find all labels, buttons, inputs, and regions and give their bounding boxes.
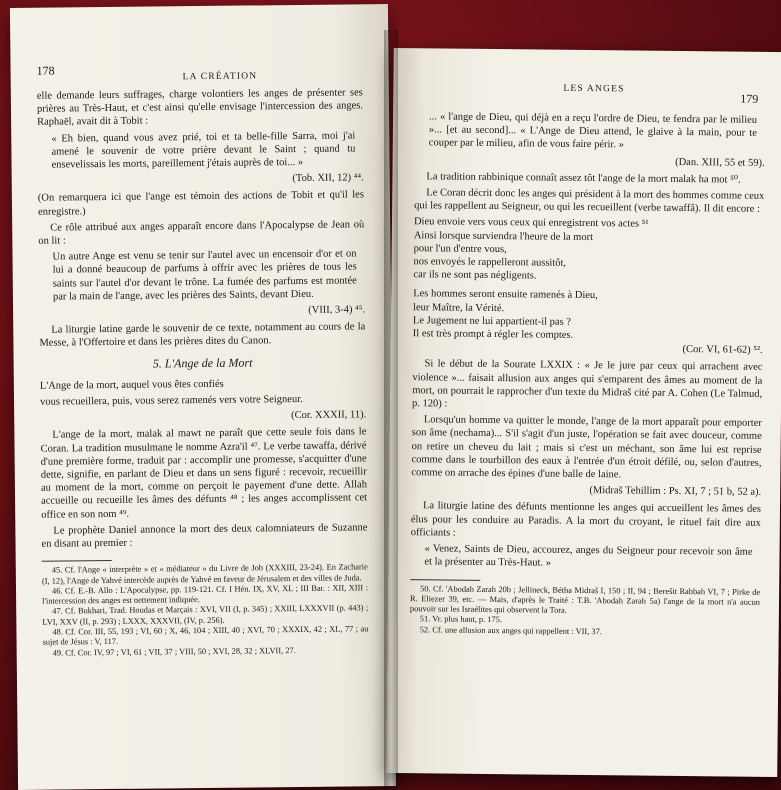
- verse-line: Le Jugement ne lui appartient-il pas ?: [412, 315, 572, 328]
- verse-line: leur Maître, la Vérité.: [413, 301, 505, 314]
- verse-line: Dieu envoie vers vous ceux qui enregistrent vos actes ⁵¹: [413, 216, 649, 231]
- verse-line: car ils ne sont pas négligents.: [413, 269, 537, 282]
- footnote: 52. Cf. une allusion aux anges qui rappellent : VII, 37.: [419, 624, 602, 636]
- left-page-text: [37, 86, 369, 658]
- paragraph: Le Coran décrit donc les anges qui président à la mort des hommes comme ceux qui les rappellent au Seigneur, ou qui les recueillent (verbe tawaffâ). Il dit encore :: [414, 187, 765, 216]
- paragraph: Ce rôle attribué aux anges apparaît encore dans l'Apocalypse de Jean où on lit :: [38, 219, 365, 247]
- paragraph: Le prophète Daniel annonce la mort des deux calomniateurs de Suzanne en disant au premier :: [41, 522, 368, 550]
- left-page: [10, 4, 396, 790]
- footnote-rule: [410, 579, 480, 581]
- right-page: [386, 48, 781, 777]
- footnote: 46. Cf. E.-B. Allo : L'Apocalypse, pp. 119-121. Cf. I Hén. IX, XV, XL ; III Bar. : XII, XIII : l'intercession des anges est nettement indiquée.: [42, 583, 369, 606]
- quote: Un autre Ange est venu se tenir sur l'autel avec un encensoir d'or et on lui a donné beaucoup de parfums à offrir avec les prières de tous les saints sur l'autel d'or devant le trône. La fumée des parfums est montée par la main de l'ange, avec les prières des Saints, devant Dieu.: [52, 248, 357, 303]
- citation: (VIII, 3-4) ⁴⁵.: [308, 304, 366, 316]
- verse-line: L'Ange de la mort, auquel vous êtes confiés: [39, 378, 224, 392]
- quote: « Eh bien, quand vous avez prié, toi et ta belle-fille Sarra, moi j'ai amené le souvenir de votre prière devant le Saint ; quand tu ensevelissais les morts, pareillement j'étais auprès de toi... »: [51, 130, 356, 171]
- paragraph: La liturgie latine des défunts mentionne les anges qui accueillent les âmes des élus pour les conduire au Paradis. A la mort du croyant, le rituel fait dire aux officiants :: [410, 500, 762, 539]
- footnote: 48. Cf. Cor. III, 55, 193 ; VI, 60 ; X, 46, 104 ; XIII, 40 ; XVI, 70 ; XXXIX, 42 ; XL, 77 ; au sujet de Jésus : V, 117.: [42, 624, 369, 648]
- running-head: LES ANGES: [563, 83, 625, 95]
- quote: « Venez, Saints de Dieu, accourez, anges du Seigneur pour recevoir son âme et la présenter au Très-Haut. »: [424, 543, 753, 569]
- book-gutter: [384, 30, 398, 790]
- right-page-text: [410, 110, 765, 639]
- verse-line: pour l'un d'entre vous,: [413, 243, 507, 255]
- footnote: 47. Cf. Bukhari, Trad. Houdas et Marçais : XVI, VII (I, p. 345) ; XXIII, LXXXVII (p. 443) ; LVI, XXV (II, p. 293) ; LXXX, XXXVII, (IV, p. 256).: [42, 603, 369, 627]
- citation: (Cor. XXXII, 11).: [291, 409, 367, 422]
- quote: ... « l'ange de Dieu, qui déjà en a reçu l'ordre de Dieu, te fendra par le milieu »... [et au second]... « L'Ange de Dieu attend, le glaive à la main, pour te couper par le milieu, afin de vous faire périr. »: [428, 111, 758, 151]
- page-number: 179: [740, 91, 759, 106]
- paragraph: Si le début de la Sourate LXXIX : « Je le jure par ceux qui arrachent avec violence »... faisait allusion aux anges qui s'emparent des âmes au moment de la mort, on pourrait le rapprocher d'un texte du Midraš cité par A. Cohen (Le Talmud, p. 120) :: [412, 358, 763, 410]
- citation: (Cor. VI, 61-62) ⁵².: [682, 344, 763, 357]
- footnote: 49. Cf. Cor. IV, 97 ; VI, 61 ; VII, 37 ; VIII, 50 ; XVI, 28, 32 ; XLVII, 27.: [52, 645, 296, 658]
- paragraph: elle demande leurs suffrages, charge volontiers les anges de présenter ses prières au Très-Haut, et c'est ainsi qu'elle envisage l'intercession des anges. Raphaël, avait dit à Tobit :: [36, 87, 364, 129]
- page-number: 178: [36, 63, 55, 78]
- paragraph: L'ange de la mort, malak al mawt ne paraît que cette seule fois dans le Coran. La tradition musulmane le nomme Azra'il ⁴⁷. Le verbe tawaffa, dérivé d'une première forme, traduit par : accomplir une promesse, s'acquitter d'une dette, signifie, en parlant de Dieu et dans un sens figuré : recevoir, recueillir au moment de la mort, comme on perçoit le payement d'une dette. Allah accueille ou recueille les âmes des défunts ⁴⁸ ; les anges accomplissent cet office en son nom ⁴⁹.: [40, 426, 368, 521]
- quote: Lorsqu'un homme va quitter le monde, l'ange de la mort apparaît pour emporter son âme (nechama)... S'il s'agit d'un juste, l'opération se fait avec douceur, comme on retire un cheveu du lait ; mais si c'est un méchant, son âme lui est reprise comme dans le tourbillon des eaux à l'entrée d'un étroit défilé, ou, selon d'autres, comme on arrache des épines d'une balle de laine.: [411, 414, 762, 481]
- section-title: 5. L'Ange de la Mort: [152, 355, 253, 371]
- citation: (Midraš Tehillim : Ps. XI, 7 ; 51 b, 52 a).: [589, 485, 762, 499]
- footnote: 51. Vr. plus haut, p. 175.: [419, 614, 503, 625]
- paragraph: (On remarquera ici que l'ange est témoin des actions de Tobit et qu'il les enregistre.): [37, 189, 364, 218]
- verse-line: Ainsi lorsque surviendra l'heure de la mort: [413, 229, 594, 243]
- running-head: LA CRÉATION: [182, 71, 258, 83]
- paragraph: La liturgie latine garde le souvenir de ce texte, notamment au cours de la Messe, à l'Offertoire et dans les prières dites du Canon.: [39, 321, 366, 350]
- citation: (Dan. XIII, 55 et 59).: [675, 156, 765, 169]
- citation: (Tob. XII, 12) ⁴⁴.: [292, 172, 364, 185]
- footnote: 45. Cf. l'Ange « interprète » et « médiateur » du Livre de Job (XXXIII, 23-24). En Zacharie (I, 12), l'Ange de Yahvé intercède auprès de Yahvé en faveur de Jérusalem et des villes de Juda.: [41, 562, 368, 586]
- verse-line: Les hommes seront ensuite ramenés à Dieu,: [413, 288, 598, 302]
- footnote-rule: [42, 560, 112, 562]
- verse-line: vous recueillera, puis, vous serez ramenés vers votre Seigneur.: [39, 394, 303, 408]
- footnotes: [42, 563, 369, 659]
- footnote: 50. Cf. 'Abodah Zarah 20b ; Jellineck, Bétha Midraš I, 150 ; II, 94 ; Berešit Rabbah VI, 7 ; Pirke de R. Eliezer 39, etc. — Mais, d'après le Traité : T.B. 'Abodah Zarah 5a) l'ange de la mort n'a aucun pouvoir sur les Israélites qui observent la Tora.: [409, 583, 761, 615]
- verse-line: nos envoyés le rappelleront aussitôt,: [413, 256, 567, 269]
- verse-block: [413, 216, 764, 344]
- footnotes: [410, 584, 761, 639]
- paragraph: La tradition rabbinique connaît assez tôt l'ange de la mort malak ha mot ⁵⁰.: [426, 171, 741, 186]
- verse-line: Il est très prompt à régler les comptes.: [412, 328, 574, 341]
